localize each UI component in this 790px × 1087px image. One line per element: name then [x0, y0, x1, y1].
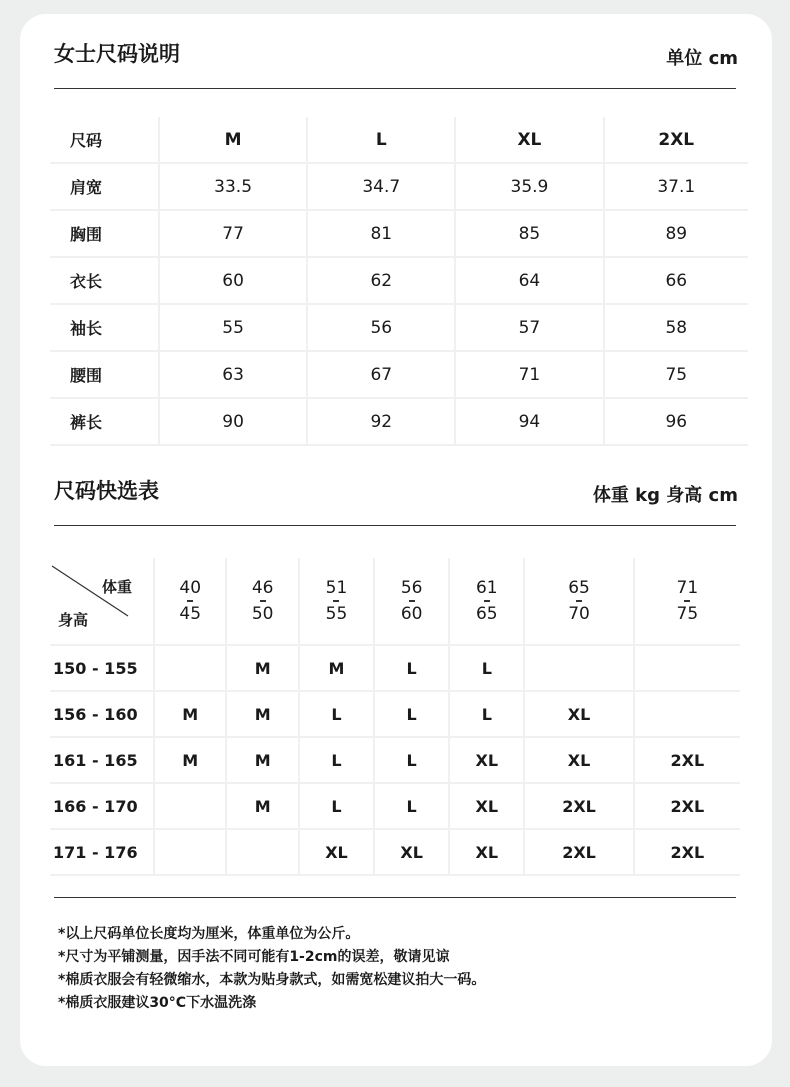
- weight-range: [226, 558, 298, 645]
- weight-from: 40: [179, 577, 202, 598]
- note-line: *棉质衣服会有轻微缩水，本款为贴身款式，如需宽松建议拍大一码。: [58, 972, 486, 988]
- size-cell: L: [299, 737, 374, 783]
- table-cell: 37.1: [604, 163, 748, 210]
- size-cell: L: [299, 783, 374, 829]
- size-cell: M: [226, 645, 298, 691]
- size-cell: [154, 645, 226, 691]
- size-cell: M: [154, 737, 226, 783]
- weight-from: 51: [325, 577, 348, 598]
- table-row: [50, 210, 748, 257]
- size-table: [50, 117, 748, 446]
- table-cell: 35.9: [455, 163, 603, 210]
- table-cell: 62: [307, 257, 455, 304]
- row-label: 腰围: [50, 351, 159, 398]
- size-table-unit: 单位 cm: [666, 48, 738, 69]
- size-column-xl: XL: [455, 117, 603, 163]
- weight-range: [154, 558, 226, 645]
- table-cell: 85: [455, 210, 603, 257]
- size-cell: 2XL: [524, 829, 633, 875]
- height-range: 171 - 176: [50, 829, 154, 875]
- weight-to: 55: [325, 603, 348, 624]
- size-cell: L: [449, 645, 524, 691]
- size-cell: XL: [449, 783, 524, 829]
- size-cell: [634, 691, 740, 737]
- weight-range: [449, 558, 524, 645]
- size-table-header-row: [50, 117, 748, 163]
- weight-to: 75: [676, 603, 699, 624]
- size-cell: [226, 829, 298, 875]
- size-cell: XL: [524, 691, 633, 737]
- table-cell: 58: [604, 304, 748, 351]
- notes: [58, 923, 485, 1015]
- size-cell: L: [374, 737, 449, 783]
- row-label: 胸围: [50, 210, 159, 257]
- table-row: [50, 829, 740, 875]
- size-column-2xl: 2XL: [604, 117, 748, 163]
- row-label: 肩宽: [50, 163, 159, 210]
- table-row: [50, 351, 748, 398]
- size-cell: [154, 829, 226, 875]
- diagonal-line: [50, 558, 150, 644]
- size-cell: L: [374, 645, 449, 691]
- weight-to: 60: [400, 603, 423, 624]
- size-cell: L: [449, 691, 524, 737]
- table-cell: 64: [455, 257, 603, 304]
- quick-select-table: [50, 558, 740, 876]
- weight-from: 71: [676, 577, 699, 598]
- size-table-title: 女士尺码说明: [54, 42, 180, 66]
- weight-to: 50: [251, 603, 274, 624]
- table-row: [50, 645, 740, 691]
- note-line: *以上尺码单位长度均为厘米，体重单位为公斤。: [58, 926, 360, 942]
- table-row: [50, 783, 740, 829]
- size-cell: XL: [374, 829, 449, 875]
- table-row: [50, 691, 740, 737]
- size-cell: 2XL: [634, 829, 740, 875]
- table-cell: 75: [604, 351, 748, 398]
- table-cell: 71: [455, 351, 603, 398]
- table-cell: 34.7: [307, 163, 455, 210]
- weight-from: 46: [251, 577, 274, 598]
- size-column-l: L: [307, 117, 455, 163]
- size-cell: XL: [524, 737, 633, 783]
- weight-from: 56: [400, 577, 423, 598]
- table-cell: 33.5: [159, 163, 307, 210]
- table-row: [50, 737, 740, 783]
- table-cell: 81: [307, 210, 455, 257]
- height-range: 161 - 165: [50, 737, 154, 783]
- table-cell: 55: [159, 304, 307, 351]
- weight-to: 65: [475, 603, 498, 624]
- size-cell: [634, 645, 740, 691]
- size-cell: XL: [299, 829, 374, 875]
- size-cell: 2XL: [524, 783, 633, 829]
- row-label: 衣长: [50, 257, 159, 304]
- table-cell: 77: [159, 210, 307, 257]
- table-row: [50, 304, 748, 351]
- notes-divider: [54, 897, 736, 898]
- table-cell: 90: [159, 398, 307, 445]
- quick-table-header-row: [50, 558, 740, 645]
- height-range: 156 - 160: [50, 691, 154, 737]
- weight-label: 体重: [101, 578, 132, 596]
- table-cell: 60: [159, 257, 307, 304]
- size-guide-card: [20, 14, 772, 1066]
- size-cell: XL: [449, 829, 524, 875]
- weight-from: 61: [475, 577, 498, 598]
- table-cell: 96: [604, 398, 748, 445]
- quick-table-title: 尺码快选表: [54, 479, 159, 503]
- size-column-m: M: [159, 117, 307, 163]
- note-line: *棉质衣服建议30°C下水温洗涤: [58, 995, 257, 1011]
- table-row: [50, 398, 748, 445]
- size-table-divider: [54, 88, 736, 89]
- table-cell: 63: [159, 351, 307, 398]
- size-cell: M: [226, 737, 298, 783]
- row-label: 裤长: [50, 398, 159, 445]
- row-label: 袖长: [50, 304, 159, 351]
- quick-table-divider: [54, 525, 736, 526]
- height-range: 166 - 170: [50, 783, 154, 829]
- quick-table-unit: 体重 kg 身高 cm: [592, 485, 738, 506]
- table-cell: 66: [604, 257, 748, 304]
- weight-range: [524, 558, 633, 645]
- table-cell: 92: [307, 398, 455, 445]
- corner-cell: [50, 558, 154, 645]
- size-header-label: 尺码: [50, 117, 159, 163]
- size-table-header: [54, 42, 738, 82]
- table-row: [50, 257, 748, 304]
- size-cell: M: [226, 783, 298, 829]
- size-cell: [524, 645, 633, 691]
- size-cell: M: [226, 691, 298, 737]
- weight-range: [374, 558, 449, 645]
- size-cell: 2XL: [634, 737, 740, 783]
- quick-table-header: [54, 479, 738, 519]
- weight-range: [299, 558, 374, 645]
- weight-to: 70: [568, 603, 590, 624]
- weight-from: 65: [568, 577, 590, 598]
- height-label: 身高: [58, 611, 89, 629]
- height-range: 150 - 155: [50, 645, 154, 691]
- size-cell: L: [374, 691, 449, 737]
- size-cell: L: [374, 783, 449, 829]
- size-cell: [154, 783, 226, 829]
- size-cell: 2XL: [634, 783, 740, 829]
- table-cell: 94: [455, 398, 603, 445]
- weight-range: [634, 558, 740, 645]
- table-cell: 56: [307, 304, 455, 351]
- size-cell: XL: [449, 737, 524, 783]
- table-cell: 57: [455, 304, 603, 351]
- size-cell: M: [299, 645, 374, 691]
- size-cell: L: [299, 691, 374, 737]
- table-row: [50, 163, 748, 210]
- weight-to: 45: [179, 603, 202, 624]
- table-cell: 89: [604, 210, 748, 257]
- size-cell: M: [154, 691, 226, 737]
- table-cell: 67: [307, 351, 455, 398]
- note-line: *尺寸为平铺测量，因手法不同可能有1-2cm的误差，敬请见谅: [58, 949, 450, 965]
